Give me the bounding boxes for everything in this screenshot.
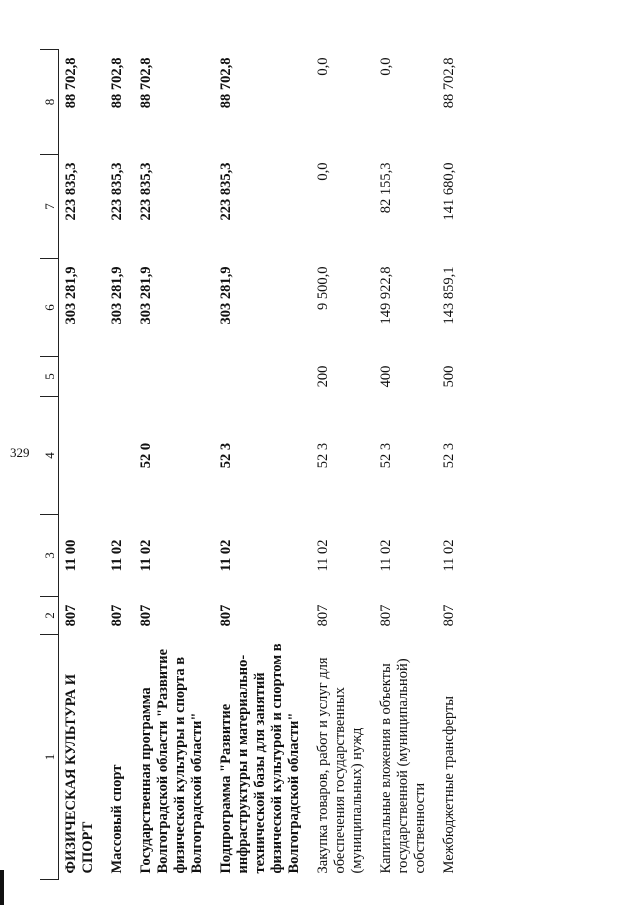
row-amount-6: 303 281,9 bbox=[218, 266, 234, 325]
row-program-code: 52 3 bbox=[378, 442, 394, 469]
row-ministry-code: 807 bbox=[441, 604, 457, 627]
header-col-6: 6 bbox=[40, 259, 59, 357]
header-col-4: 4 bbox=[40, 397, 59, 515]
row-amount-6: 303 281,9 bbox=[63, 266, 79, 325]
row-name: Подпрограмма "Развитие инфраструктуры и материально-технической базы для занятий физической культурой и спортом в Волгоградской области" bbox=[218, 643, 302, 874]
row-section-code: 11 02 bbox=[218, 539, 234, 572]
row-ministry-code: 807 bbox=[138, 604, 154, 627]
row-expense-type bbox=[59, 357, 106, 397]
row-section-code: 11 02 bbox=[109, 539, 125, 572]
table-row bbox=[311, 50, 374, 880]
row-amount-7: 223 835,3 bbox=[109, 162, 125, 221]
row-amount-8: 88 702,8 bbox=[63, 57, 79, 109]
table-row bbox=[59, 50, 106, 880]
row-section-code: 11 02 bbox=[315, 539, 331, 572]
header-col-5: 5 bbox=[40, 357, 59, 397]
row-section-code: 11 00 bbox=[63, 539, 79, 572]
row-amount-8: 0,0 bbox=[378, 57, 394, 76]
row-section-code: 11 02 bbox=[138, 539, 154, 572]
row-amount-8: 88 702,8 bbox=[441, 57, 457, 109]
row-name: Межбюджетные трансферты bbox=[441, 695, 457, 874]
header-col-7: 7 bbox=[40, 155, 59, 259]
row-ministry-code: 807 bbox=[378, 604, 394, 627]
table-row bbox=[374, 50, 437, 880]
row-program-code bbox=[105, 397, 134, 515]
binding-edge-mark bbox=[0, 870, 4, 905]
row-expense-type bbox=[105, 357, 134, 397]
table-row bbox=[134, 50, 214, 880]
row-amount-7: 141 680,0 bbox=[441, 162, 457, 221]
row-amount-6: 149 922,8 bbox=[378, 266, 394, 325]
row-program-code bbox=[59, 397, 106, 515]
row-amount-6: 303 281,9 bbox=[138, 266, 154, 325]
row-name: Государственная программа Волгоградской области "Развитие физической культуры и спорта в Волгоградской области" bbox=[138, 648, 205, 874]
row-ministry-code: 807 bbox=[63, 604, 79, 627]
row-amount-8: 88 702,8 bbox=[109, 57, 125, 109]
row-name: Капитальные вложения в объекты государственной (муниципальной) собственности bbox=[378, 658, 428, 874]
row-amount-7: 223 835,3 bbox=[138, 162, 154, 221]
row-ministry-code: 807 bbox=[109, 604, 125, 627]
row-amount-7: 82 155,3 bbox=[378, 162, 394, 214]
row-amount-6: 303 281,9 bbox=[109, 266, 125, 325]
row-amount-7: 223 835,3 bbox=[218, 162, 234, 221]
row-amount-6: 9 500,0 bbox=[315, 266, 331, 310]
row-ministry-code: 807 bbox=[218, 604, 234, 627]
budget-table bbox=[40, 49, 466, 880]
header-col-1: 1 bbox=[40, 635, 59, 880]
table-row bbox=[214, 50, 311, 880]
row-name: Массовый спорт bbox=[109, 764, 125, 874]
row-program-code: 52 3 bbox=[441, 442, 457, 469]
row-program-code: 52 0 bbox=[138, 442, 154, 469]
row-expense-type bbox=[134, 357, 214, 397]
page-number: 329 bbox=[10, 445, 30, 460]
row-program-code: 52 3 bbox=[218, 442, 234, 469]
header-col-8: 8 bbox=[40, 50, 59, 155]
table-row bbox=[437, 50, 466, 880]
table-row bbox=[105, 50, 134, 880]
row-amount-7: 223 835,3 bbox=[63, 162, 79, 221]
row-amount-8: 88 702,8 bbox=[138, 57, 154, 109]
budget-table-rotated bbox=[40, 50, 610, 880]
row-section-code: 11 02 bbox=[441, 539, 457, 572]
row-ministry-code: 807 bbox=[315, 604, 331, 627]
row-expense-type: 500 bbox=[441, 365, 457, 388]
row-program-code: 52 3 bbox=[315, 442, 331, 469]
row-amount-8: 0,0 bbox=[315, 57, 331, 76]
header-row bbox=[40, 50, 59, 880]
row-name: ФИЗИЧЕСКАЯ КУЛЬТУРА И СПОРТ bbox=[63, 674, 96, 874]
row-name: Закупка товаров, работ и услуг для обеспечения государственных (муниципальных) нужд bbox=[315, 657, 365, 874]
row-section-code: 11 02 bbox=[378, 539, 394, 572]
row-amount-7: 0,0 bbox=[315, 162, 331, 181]
row-expense-type: 400 bbox=[378, 365, 394, 388]
header-col-3: 3 bbox=[40, 515, 59, 597]
row-expense-type: 200 bbox=[315, 365, 331, 388]
row-amount-6: 143 859,1 bbox=[441, 266, 457, 325]
header-col-2: 2 bbox=[40, 597, 59, 635]
row-amount-8: 88 702,8 bbox=[218, 57, 234, 109]
row-expense-type bbox=[214, 357, 311, 397]
